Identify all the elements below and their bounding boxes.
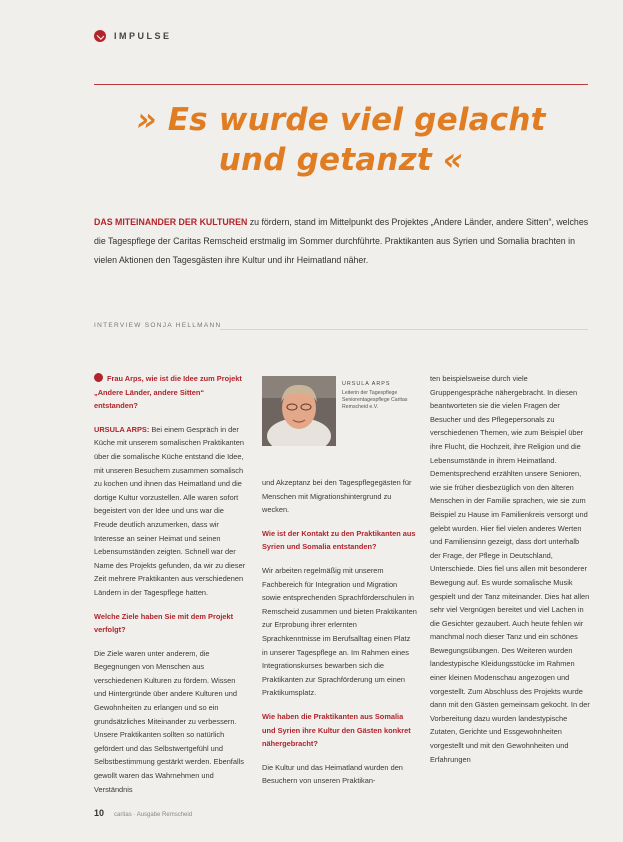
lead-caps: DAS MITEINANDER DER KULTUREN [94, 217, 248, 227]
page-number: 10 [94, 808, 105, 818]
page-footer [94, 808, 192, 818]
answer-4: Die Kultur und das Heimatland wurden den Besuchern von unseren Praktikan- [262, 762, 403, 786]
portrait-box [262, 376, 417, 446]
title-line-1: » Es wurde viel gelacht [136, 102, 546, 138]
answer-2: Die Ziele waren unter anderem, die Begegnungen von Menschen aus verschiedenen Kulturen zu fördern. Wissen und Hintergründe über andere Kulturen und Gewohnheiten zu erlangen und so ein grundsätzliches Miteinander zu verbessern. Unsere Praktikanten sollten so natürlich gefördert und das Selbstwertgefühl und Selbstbestimmung gestärkt werden. Ebenfalls gewollt waren das Wahrnehmen und Verständnis [94, 648, 244, 794]
section-label: IMPULSE [114, 31, 172, 41]
lead-paragraph [94, 213, 590, 270]
caption-name: URSULA ARPS [342, 381, 391, 387]
answer-3: Wir arbeiten regelmäßig mit unserem Fachbereich für Integration und Migration sowie entsprechenden Sprachförderschulen in Remscheid zusammen und bieten Praktikanten zur Erprobung ihrer erlernten Sprachkenntnisse im Berufsalltag einen Platz in unserer Tagespflege an. Im Rahmen eines Integrationskurses bewarben sich die Praktikanten zur Sprachförderung um einen Praktikumsplatz. [262, 565, 417, 698]
header-rule [94, 84, 588, 85]
column-2 [262, 476, 417, 798]
title-line-2: und getanzt « [218, 142, 464, 178]
byline: INTERVIEW SONJA HELLMANN [94, 322, 222, 329]
answer-continued: und Akzeptanz bei den Tagespflegegästen für Menschen mit Migrationshintergrund zu wecken. [262, 478, 412, 515]
question-3: Wie ist der Kontakt zu den Praktikanten aus Syrien und Somalia entstanden? [262, 528, 416, 552]
caption-role: Leiterin der Tagespflege Seniorentagespflege Caritas Remscheid e.V. [342, 390, 408, 410]
byline-rule [220, 329, 588, 330]
lead-text: zu fördern, stand im Mittelpunkt des Projektes „Andere Länder, andere Sitten“, welches die Tagespflege der Caritas Remscheid erstmalig im Sommer durchführte. Praktikanten aus Syrien und Somalia brachten in vielen Aktionen den Tagesgästen ihre Kultur und ihr Heimatland näher. [94, 217, 589, 265]
question-marker-icon [94, 373, 103, 382]
footer-text: caritas · Ausgabe Remscheid [114, 812, 193, 818]
article-title [94, 100, 588, 180]
question-4: Wie haben die Praktikanten aus Somalia und Syrien ihre Kultur den Gästen konkret nähergebracht? [262, 711, 411, 749]
portrait-image [262, 376, 336, 446]
answer-1: URSULA ARPS: Bei einem Gespräch in der Küche mit unserem somalischen Praktikanten über die somalische Küche entstand die Idee, mit unseren Besuchern zusammen somalisch zu kochen und ihnen das Heimatland und die dortige Kultur vorzustellen. Alle waren sofort begeistert von der Idee und uns war die Freude deutlich anzumerken, dass wir Interesse an seiner Heimat und seinen Lebensumständen zeigten. Schnell war der Name des Projekts gefunden, da wir zu dieser Zeit mehrere Praktikanten aus verschiedenen Ländern in der Tagespflege hatten. [94, 424, 246, 597]
question-1: Frau Arps, wie ist die Idee zum Projekt „Andere Länder, andere Sitten“ entstanden? [94, 374, 242, 411]
column-1 [94, 372, 246, 806]
column-3 [430, 372, 590, 776]
portrait-caption [342, 381, 418, 411]
section-header [94, 30, 172, 42]
answer-4-continued: ten beispielsweise durch viele Gruppengespräche nähergebracht. In diesen beantworteten sie die vielen Fragen der Besucher und des Pflegepersonals zu verschiedenen Themen, wie zum Beispiel über ihre Flucht, die Hochzeit, ihre Religion und die Lebensumstände in ihrem Heimatland. Dementsprechend erzählten unsere Senioren, wie sie früher diesbezüglich von den älteren Menschen in der Familie sprachen, wie sie zum Beispiel zu Hause im Familienkreis versorgt und gelebt wurden. Hier fiel vielen anderes Werten und Familiensinn gezeigt, dass dort unterhalb der Frage, der Pflege in Deutschland, Unterschiede. Dies fiel uns allen mit besonderer Bewegung auf. Es wurde somalische Musik gespielt und der Tanz miteinander. Dies hat allen sehr viel Vergnügen bereitet und viel Lachen in die Gesichter gezaubert. Auch heute fehlen wir manchmal noch dieser Tanz und ein schönes Bewegungsübungen. Des Weiteren wurden landestypische Kleidungsstücke im Rahmen einer kleinen Modenschau angezogen und vorgestellt. Zum Abschluss des Projekts wurde dann mit den Gästen gemeinsam gekocht. In der Vorbereitung dazu wurden landestypische Zutaten, Gerichte und Essgewohnheiten vorgestellt und mit den Gewohnheiten und Erfahrungen [430, 374, 590, 764]
speaker-name: URSULA ARPS: [94, 424, 150, 434]
section-marker-icon [94, 30, 106, 42]
question-2: Welche Ziele haben Sie mit dem Projekt verfolgt? [94, 611, 234, 635]
portrait-photo [262, 376, 336, 446]
